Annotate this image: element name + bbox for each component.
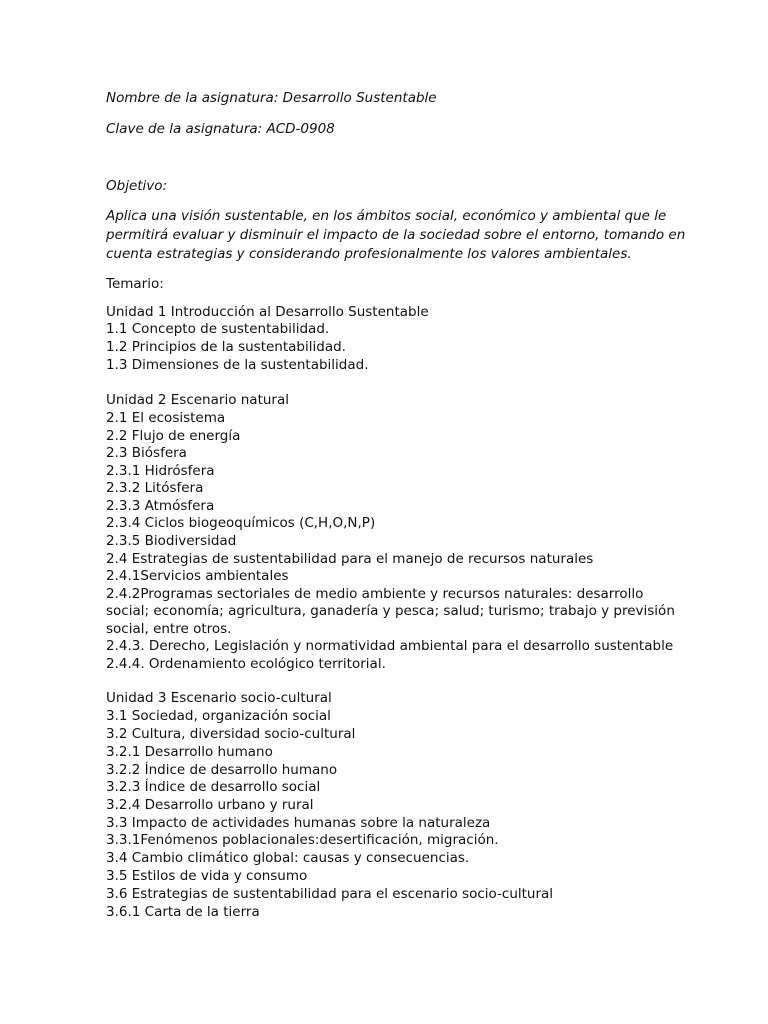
course-name: Nombre de la asignatura: Desarrollo Sustentable xyxy=(106,90,437,106)
unit-item: 1.2 Principios de la sustentabilidad. xyxy=(106,339,346,355)
unit-item: 3.3 Impacto de actividades humanas sobre la naturaleza xyxy=(106,815,491,831)
unit-item: 3.3.1Fenómenos poblacionales:desertificación, migración. xyxy=(106,832,499,848)
unit-item: 2.3.2 Litósfera xyxy=(106,480,204,496)
unit-item: 3.1 Sociedad, organización social xyxy=(106,708,331,724)
unit-item: 2.3.1 Hidrósfera xyxy=(106,463,215,479)
unit-item: 3.2.3 Índice de desarrollo social xyxy=(106,779,321,795)
unit-item: social, entre otros. xyxy=(106,621,232,637)
unit-item: 2.3.3 Atmósfera xyxy=(106,498,215,514)
unit-item: 2.4.2Programas sectoriales de medio ambiente y recursos naturales: desarrollo xyxy=(106,586,644,602)
objective-line: cuenta estrategias y considerando profesionalmente los valores ambientales. xyxy=(106,246,632,262)
unit-item: 2.2 Flujo de energía xyxy=(106,428,241,444)
unit-item: 3.2 Cultura, diversidad socio-cultural xyxy=(106,726,356,742)
unit-item: 3.5 Estilos de vida y consumo xyxy=(106,868,308,884)
unit-title: Unidad 2 Escenario natural xyxy=(106,392,289,408)
unit-item: 2.4 Estrategias de sustentabilidad para el manejo de recursos naturales xyxy=(106,551,594,567)
unit-item: 1.3 Dimensiones de la sustentabilidad. xyxy=(106,357,369,373)
unit-item: 3.2.4 Desarrollo urbano y rural xyxy=(106,797,314,813)
unit-item: 3.6.1 Carta de la tierra xyxy=(106,904,260,920)
unit-title: Unidad 1 Introducción al Desarrollo Sustentable xyxy=(106,304,429,320)
unit-item: 2.3 Biósfera xyxy=(106,445,187,461)
unit-item: 2.4.4. Ordenamiento ecológico territorial. xyxy=(106,656,386,672)
unit-title: Unidad 3 Escenario socio-cultural xyxy=(106,690,332,706)
unit-item: 2.3.5 Biodiversidad xyxy=(106,533,237,549)
objective-label: Objetivo: xyxy=(106,178,168,194)
syllabus-label: Temario: xyxy=(106,276,164,292)
unit-item: 3.6 Estrategias de sustentabilidad para el escenario socio-cultural xyxy=(106,886,554,902)
objective-line: Aplica una visión sustentable, en los ámbitos social, económico y ambiental que le xyxy=(106,208,667,224)
unit-item: social; economía; agricultura, ganadería y pesca; salud; turismo; trabajo y previsión xyxy=(106,603,675,619)
course-code: Clave de la asignatura: ACD-0908 xyxy=(106,121,335,137)
unit-item: 3.2.1 Desarrollo humano xyxy=(106,744,273,760)
objective-line: permitirá evaluar y disminuir el impacto de la sociedad sobre el entorno, tomando en xyxy=(106,227,686,243)
unit-item: 3.4 Cambio climático global: causas y consecuencias. xyxy=(106,850,470,866)
unit-item: 2.4.3. Derecho, Legislación y normatividad ambiental para el desarrollo sustentable xyxy=(106,638,674,654)
unit-item: 2.1 El ecosistema xyxy=(106,410,226,426)
unit-item: 2.3.4 Ciclos biogeoquímicos (C,H,O,N,P) xyxy=(106,515,376,531)
unit-item: 3.2.2 Índice de desarrollo humano xyxy=(106,762,338,778)
unit-item: 1.1 Concepto de sustentabilidad. xyxy=(106,321,330,337)
unit-item: 2.4.1Servicios ambientales xyxy=(106,568,289,584)
